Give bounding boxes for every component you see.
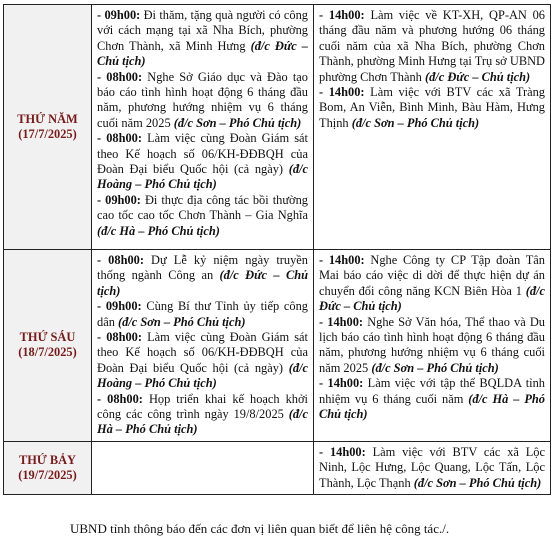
item-text: Họp triển khai kế hoạch khởi công các công trình ngày 19/8/2025 <box>97 391 308 422</box>
morning-cell <box>92 441 314 494</box>
item-text: Đi thăm, tặng quà người có công với cách mạng tại xã Nha Bích, phường Chơn Thành, xã Minh Hưng <box>97 8 308 53</box>
schedule-item <box>319 8 545 85</box>
item-text: Làm việc với BTV các xã Tràng Bom, An Viễn, Bình Minh, Bàu Hàm, Hưng Thịnh <box>319 85 545 130</box>
item-time: - 09h00: <box>97 8 141 22</box>
item-host: (đ/c Hà – Phó Chủ tịch) <box>319 391 545 422</box>
afternoon-cell <box>314 5 551 250</box>
footer-note: UBND tỉnh thông báo đến các đơn vị liên quan biết để liên hệ công tác./. <box>70 521 450 536</box>
item-host: (đ/c Sơn – Phó Chủ tịch) <box>118 314 246 329</box>
schedule-item <box>97 299 308 330</box>
item-time: - 08h00: <box>97 69 143 84</box>
item-host: (đ/c Đức – Chủ tịch) <box>97 38 309 69</box>
schedule-row <box>4 250 551 442</box>
schedule-item <box>97 131 308 193</box>
schedule-item <box>97 392 308 438</box>
item-text: Cùng Bí thư Tỉnh ủy tiếp công dân <box>97 299 308 329</box>
afternoon-cell <box>314 250 551 442</box>
item-text: Nghe Sở Văn hóa, Thể thao và Du lịch báo cáo tình hình hoạt động 6 tháng đầu năm, phương hướng nhiệm vụ 6 tháng cuối năm 2025 <box>319 314 545 375</box>
item-host: (đ/c Sơn – Phó Chủ tịch) <box>173 115 302 130</box>
item-host: (đ/c Sơn – Phó Chủ tịch) <box>371 360 499 375</box>
schedule-item <box>97 330 308 392</box>
day-cell <box>4 5 92 250</box>
item-time: - 14h00: <box>319 314 364 329</box>
day-name: THỨ NĂM <box>17 111 78 126</box>
item-host: (đ/c Hoàng – Phó Chủ tịch) <box>97 360 308 391</box>
day-cell <box>4 250 92 442</box>
schedule-item <box>97 70 308 132</box>
item-time: - 09h00: <box>97 299 142 314</box>
schedule-item <box>319 253 545 315</box>
day-name: THỨ BẢY <box>18 452 77 467</box>
item-text: Làm việc với tập thể BQLDA tỉnh nhiệm vụ 6 tháng cuối năm <box>319 376 546 406</box>
schedule-table <box>3 4 551 495</box>
schedule-item <box>97 193 308 239</box>
item-host: (đ/c Sơn – Phó Chủ tịch) <box>351 115 480 130</box>
item-time: - 14h00: <box>319 444 366 459</box>
schedule-row <box>4 5 551 250</box>
schedule-body <box>4 5 551 495</box>
day-date: (19/7/2025) <box>18 467 77 482</box>
afternoon-cell <box>314 441 551 494</box>
item-text: Làm việc về KT-XH, QP-AN 06 tháng đầu năm và phương hướng 06 tháng cuối năm của xã Nha Bích, phường Chơn Thành, phường Minh Hưng tại Trụ sở UBND phường Chơn Thành <box>319 8 545 84</box>
day-name: THỨ SÁU <box>19 330 76 345</box>
item-text: Làm việc với BTV các xã Lộc Ninh, Lộc Hưng, Lộc Quang, Lộc Tấn, Lộc Thành, Lộc Thạnh <box>319 444 545 490</box>
item-time: - 08h00: <box>97 330 142 345</box>
item-text: Nghe Công ty CP Tập đoàn Tân Mai báo cáo việc di dời để thực hiện dự án chuyển đổi công năng KCN Biên Hòa 1 <box>319 253 545 298</box>
schedule-row <box>4 441 551 494</box>
item-host: (đ/c Đức – Chủ tịch) <box>424 69 531 84</box>
item-host: (đ/c Hà – Phó Chủ tịch) <box>97 223 220 238</box>
schedule-item <box>319 85 545 131</box>
schedule-item <box>319 445 545 491</box>
schedule-item <box>97 8 308 70</box>
item-host: (đ/c Hoàng – Phó Chủ tịch) <box>97 162 308 192</box>
schedule-item <box>319 376 545 422</box>
item-time: - 14h00: <box>319 253 365 267</box>
schedule-item <box>97 253 308 299</box>
item-time: - 09h00: <box>97 192 141 207</box>
morning-cell <box>92 5 314 250</box>
item-host: (đ/c Sơn – Phó Chủ tịch) <box>413 475 542 490</box>
item-text: Làm việc cùng Đoàn Giám sát theo Kế hoạch số 06/KH-ĐĐBQH của Đoàn Đại biểu Quốc hội (cả ngày) <box>97 131 308 177</box>
day-date: (18/7/2025) <box>18 345 77 360</box>
item-host: (đ/c Đức – Chủ tịch) <box>97 268 308 298</box>
item-time: - 08h00: <box>97 391 143 406</box>
day-date: (17/7/2025) <box>18 127 77 141</box>
schedule-item <box>319 315 545 377</box>
item-host: (đ/c Hà – Phó Chủ tịch) <box>97 407 308 437</box>
item-text: Nghe Sở Giáo dục và Đào tạo báo cáo tình hình hoạt động 6 tháng đầu năm, phương hướng nhiệm vụ 6 tháng cuối năm 2025 <box>97 69 308 130</box>
item-host: (đ/c Đức – Chủ tịch) <box>319 283 545 314</box>
item-time: - 08h00: <box>97 131 142 146</box>
item-text: Dự Lễ kỷ niệm ngày truyền thống ngành Công an <box>97 253 308 283</box>
item-time: - 14h00: <box>319 376 364 391</box>
item-time: - 14h00: <box>319 8 365 22</box>
cut-off-text-line <box>70 548 73 557</box>
item-text: Đi thực địa công tác bồi thường cao tốc cao tốc Chơn Thành – Gia Nghĩa <box>97 192 308 223</box>
item-time: - 08h00: <box>97 253 144 267</box>
day-cell <box>4 441 92 494</box>
item-text: Làm việc cùng Đoàn Giám sát theo Kế hoạch số 06/KH-ĐĐBQH của Đoàn Đại biểu Quốc hội (cả ngày) <box>97 330 308 375</box>
item-time: - 14h00: <box>319 85 365 100</box>
morning-cell <box>92 250 314 442</box>
